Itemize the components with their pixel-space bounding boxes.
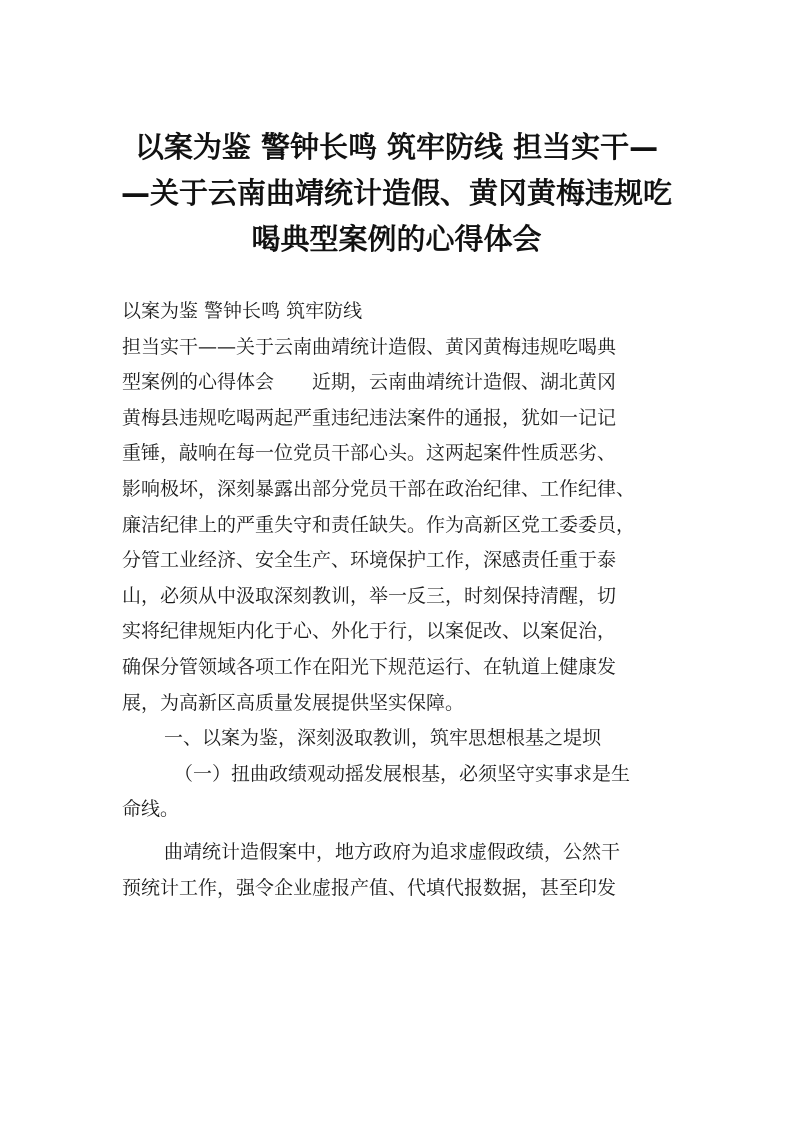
body-line: 影响极坏，深刻暴露出部分党员干部在政治纪律、工作纪律、 (122, 477, 636, 500)
subsection-heading-continued: 命线。 (122, 798, 180, 821)
title-line-1: 以案为鉴 警钟长鸣 筑牢防线 担当实干— (134, 130, 659, 164)
body-line: 分管工业经济、安全生产、环境保护工作，深感责任重于泰 (122, 549, 617, 572)
paragraph-spacer (122, 828, 682, 835)
subsection-heading: （一）扭曲政绩观动摇发展根基，必须坚守实事求是生 (174, 762, 631, 785)
title-line-2: —关于云南曲靖统计造假、黄冈黄梅违规吃 (120, 176, 672, 210)
title-line-3: 喝典型案例的心得体会 (251, 222, 542, 256)
document-body (122, 294, 682, 906)
paragraph-line: 预统计工作，强令企业虚报产值、代填代报数据，甚至印发 (122, 876, 617, 899)
body-line: 黄梅县违规吃喝两起严重违纪违法案件的通报，犹如一记记 (122, 406, 617, 429)
document-title (100, 124, 693, 262)
body-line: 以案为鉴 警钟长鸣 筑牢防线 (122, 300, 363, 322)
body-line: 实将纪律规矩内化于心、外化于行，以案促改、以案促治， (122, 620, 617, 643)
body-line: 展，为高新区高质量发展提供坚实保障。 (122, 691, 465, 714)
body-line: 重锤，敲响在每一位党员干部心头。这两起案件性质恶劣、 (122, 442, 617, 465)
body-line: 山，必须从中汲取深刻教训，举一反三，时刻保持清醒，切 (122, 584, 617, 607)
body-line: 型案例的心得体会 近期，云南曲靖统计造假、湖北黄冈 (122, 371, 617, 394)
paragraph-line: 曲靖统计造假案中，地方政府为追求虚假政绩，公然干 (164, 840, 621, 863)
body-line: 廉洁纪律上的严重失守和责任缺失。作为高新区党工委委员， (122, 513, 636, 536)
body-line: 确保分管领域各项工作在阳光下规范运行、在轨道上健康发 (122, 655, 617, 678)
body-line: 担当实干——关于云南曲靖统计造假、黄冈黄梅违规吃喝典 (122, 335, 617, 358)
section-heading: 一、以案为鉴，深刻汲取教训，筑牢思想根基之堤坝 (164, 727, 602, 750)
